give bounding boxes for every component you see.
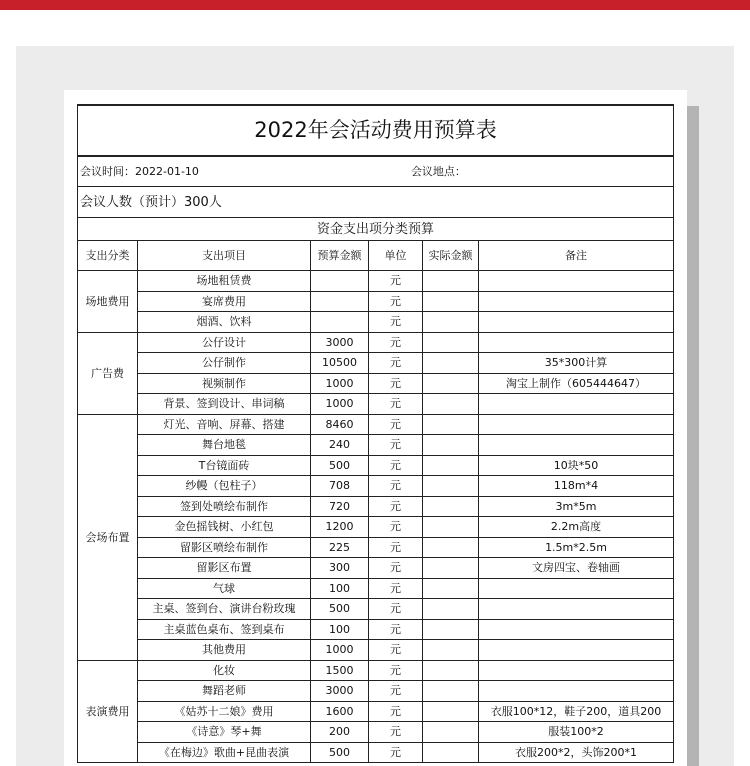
top-accent-bar [0, 0, 750, 10]
category-cell: 表演费用 [78, 660, 138, 763]
unit-cell: 元 [369, 558, 423, 579]
budget-cell: 1600 [311, 701, 369, 722]
actual-cell [423, 537, 479, 558]
unit-cell: 元 [369, 455, 423, 476]
actual-cell [423, 476, 479, 497]
note-cell [479, 312, 674, 333]
note-cell [479, 640, 674, 661]
actual-cell [423, 578, 479, 599]
table-row [78, 291, 674, 312]
item-name-cell: T台镜面砖 [138, 455, 311, 476]
item-name-cell: 留影区喷绘布制作 [138, 537, 311, 558]
budget-cell: 240 [311, 435, 369, 456]
budget-cell: 720 [311, 496, 369, 517]
actual-cell [423, 517, 479, 538]
unit-cell: 元 [369, 435, 423, 456]
note-cell [479, 619, 674, 640]
actual-cell [423, 701, 479, 722]
budget-cell: 225 [311, 537, 369, 558]
budget-cell: 708 [311, 476, 369, 497]
note-cell [479, 394, 674, 415]
actual-cell [423, 394, 479, 415]
unit-cell: 元 [369, 578, 423, 599]
table-row [78, 640, 674, 661]
budget-cell: 100 [311, 619, 369, 640]
budget-cell: 200 [311, 722, 369, 743]
unit-cell: 元 [369, 353, 423, 374]
note-cell [479, 578, 674, 599]
unit-cell: 元 [369, 619, 423, 640]
actual-cell [423, 291, 479, 312]
budget-cell: 1200 [311, 517, 369, 538]
unit-cell: 元 [369, 722, 423, 743]
category-cell: 场地费用 [78, 271, 138, 333]
unit-cell: 元 [369, 414, 423, 435]
budget-cell: 500 [311, 455, 369, 476]
budget-cell: 3000 [311, 681, 369, 702]
item-name-cell: 《姑苏十二娘》费用 [138, 701, 311, 722]
actual-cell [423, 722, 479, 743]
actual-cell [423, 373, 479, 394]
table-row [78, 578, 674, 599]
item-name-cell: 气球 [138, 578, 311, 599]
table-row [78, 722, 674, 743]
item-name-cell: 主桌、签到台、演讲台粉玫瑰 [138, 599, 311, 620]
item-name-cell: 宴席费用 [138, 291, 311, 312]
budget-cell: 3000 [311, 332, 369, 353]
table-row [78, 271, 674, 292]
table-row [78, 476, 674, 497]
category-cell: 广告费 [78, 332, 138, 414]
unit-cell: 元 [369, 701, 423, 722]
table-row [78, 681, 674, 702]
header-unit: 单位 [369, 241, 423, 271]
note-cell [479, 435, 674, 456]
note-cell: 2.2m高度 [479, 517, 674, 538]
note-cell [479, 660, 674, 681]
table-row [78, 537, 674, 558]
note-cell: 文房四宝、卷轴画 [479, 558, 674, 579]
actual-cell [423, 332, 479, 353]
actual-cell [423, 353, 479, 374]
item-name-cell: 《诗意》琴+舞 [138, 722, 311, 743]
note-cell: 服装100*2 [479, 722, 674, 743]
section-title: 资金支出项分类预算 [78, 218, 674, 241]
budget-cell: 500 [311, 742, 369, 763]
item-name-cell: 纱幔（包柱子） [138, 476, 311, 497]
item-name-cell: 视频制作 [138, 373, 311, 394]
item-name-cell: 签到处喷绘布制作 [138, 496, 311, 517]
note-cell [479, 291, 674, 312]
budget-cell: 1000 [311, 394, 369, 415]
note-cell: 衣服100*12，鞋子200，道具200 [479, 701, 674, 722]
item-name-cell: 其他费用 [138, 640, 311, 661]
table-header-row [78, 241, 674, 271]
unit-cell: 元 [369, 394, 423, 415]
paper-shadow [687, 106, 699, 766]
table-row [78, 394, 674, 415]
unit-cell: 元 [369, 517, 423, 538]
budget-cell: 500 [311, 599, 369, 620]
table-row [78, 435, 674, 456]
header-note: 备注 [479, 241, 674, 271]
table-row [78, 558, 674, 579]
table-row [78, 660, 674, 681]
note-cell: 衣服200*2，头饰200*1 [479, 742, 674, 763]
note-cell: 淘宝上制作（605444647） [479, 373, 674, 394]
note-cell: 10块*50 [479, 455, 674, 476]
unit-cell: 元 [369, 373, 423, 394]
actual-cell [423, 414, 479, 435]
note-cell [479, 414, 674, 435]
unit-cell: 元 [369, 332, 423, 353]
header-actual: 实际金额 [423, 241, 479, 271]
table-row [78, 742, 674, 763]
actual-cell [423, 619, 479, 640]
budget-cell [311, 271, 369, 292]
unit-cell: 元 [369, 312, 423, 333]
sheet-title: 2022年会活动费用预算表 [78, 105, 674, 156]
unit-cell: 元 [369, 640, 423, 661]
unit-cell: 元 [369, 742, 423, 763]
budget-cell: 300 [311, 558, 369, 579]
table-row [78, 332, 674, 353]
table-row [78, 353, 674, 374]
table-row [78, 619, 674, 640]
budget-cell [311, 312, 369, 333]
budget-cell [311, 291, 369, 312]
item-name-cell: 主桌蓝色桌布、签到桌布 [138, 619, 311, 640]
unit-cell: 元 [369, 537, 423, 558]
unit-cell: 元 [369, 496, 423, 517]
table-row [78, 373, 674, 394]
header-category: 支出分类 [78, 241, 138, 271]
table-row [78, 414, 674, 435]
budget-cell: 1000 [311, 640, 369, 661]
item-name-cell: 背景、签到设计、串词稿 [138, 394, 311, 415]
budget-table [77, 104, 674, 763]
header-budget: 预算金额 [311, 241, 369, 271]
note-cell [479, 599, 674, 620]
table-row [78, 455, 674, 476]
unit-cell: 元 [369, 291, 423, 312]
attendee-count: 会议人数（预计）300人 [78, 187, 674, 218]
actual-cell [423, 312, 479, 333]
budget-cell: 100 [311, 578, 369, 599]
table-row [78, 599, 674, 620]
table-row [78, 517, 674, 538]
unit-cell: 元 [369, 681, 423, 702]
actual-cell [423, 558, 479, 579]
actual-cell [423, 271, 479, 292]
budget-cell: 1500 [311, 660, 369, 681]
actual-cell [423, 455, 479, 476]
table-row [78, 312, 674, 333]
item-name-cell: 场地租赁费 [138, 271, 311, 292]
budget-cell: 1000 [311, 373, 369, 394]
actual-cell [423, 742, 479, 763]
meeting-info-row [78, 156, 674, 187]
actual-cell [423, 660, 479, 681]
meeting-location: 会议地点： [410, 165, 466, 178]
unit-cell: 元 [369, 476, 423, 497]
item-name-cell: 舞蹈老师 [138, 681, 311, 702]
item-name-cell: 公仔设计 [138, 332, 311, 353]
budget-cell: 10500 [311, 353, 369, 374]
note-cell: 1.5m*2.5m [479, 537, 674, 558]
item-name-cell: 留影区布置 [138, 558, 311, 579]
item-name-cell: 舞台地毯 [138, 435, 311, 456]
note-cell [479, 271, 674, 292]
actual-cell [423, 640, 479, 661]
actual-cell [423, 496, 479, 517]
item-name-cell: 公仔制作 [138, 353, 311, 374]
table-row [78, 496, 674, 517]
note-cell: 35*300计算 [479, 353, 674, 374]
item-name-cell: 金色摇钱树、小红包 [138, 517, 311, 538]
actual-cell [423, 435, 479, 456]
item-name-cell: 《在梅边》歌曲+昆曲表演 [138, 742, 311, 763]
item-name-cell: 烟酒、饮料 [138, 312, 311, 333]
note-cell: 3m*5m [479, 496, 674, 517]
unit-cell: 元 [369, 660, 423, 681]
item-name-cell: 灯光、音响、屏幕、搭建 [138, 414, 311, 435]
header-item: 支出项目 [138, 241, 311, 271]
item-name-cell: 化妆 [138, 660, 311, 681]
budget-cell: 8460 [311, 414, 369, 435]
table-row [78, 701, 674, 722]
note-cell: 118m*4 [479, 476, 674, 497]
category-cell: 会场布置 [78, 414, 138, 660]
unit-cell: 元 [369, 599, 423, 620]
meeting-time: 会议时间：2022-01-10 [80, 165, 199, 178]
note-cell [479, 332, 674, 353]
actual-cell [423, 681, 479, 702]
unit-cell: 元 [369, 271, 423, 292]
actual-cell [423, 599, 479, 620]
note-cell [479, 681, 674, 702]
